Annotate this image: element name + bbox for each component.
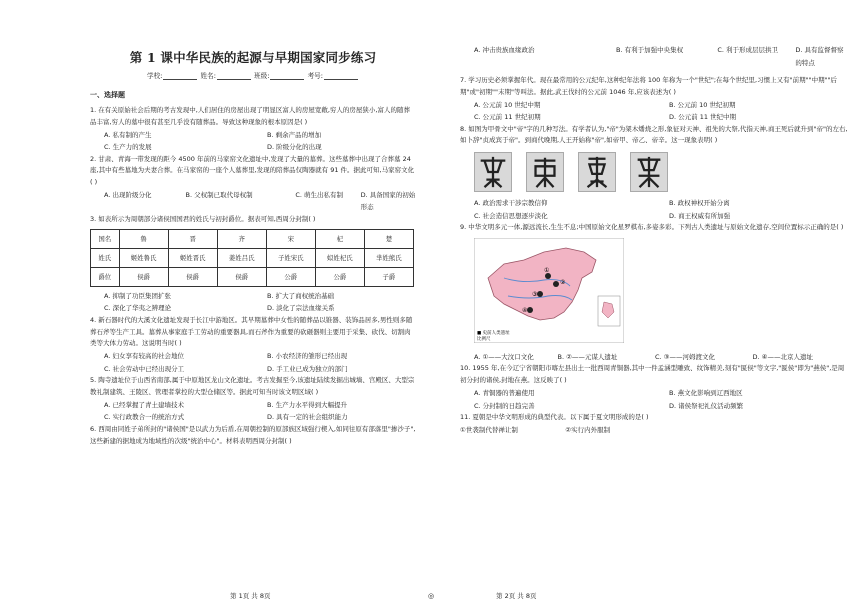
name-field-label: 姓名: bbox=[200, 72, 216, 80]
question-9-text: 9. 中华文明多元一体,源远流长,生生不息;中国原始文化星罗棋布,多姿多彩。下列古人类遗址与原始文化遗存,空间位置标示正确的是( ) bbox=[460, 223, 844, 232]
oracle-character-image-4 bbox=[630, 152, 668, 192]
name-blank bbox=[217, 73, 251, 80]
right-page-footer: 第 2页 共 8页 bbox=[496, 592, 537, 600]
question-6-options bbox=[460, 44, 850, 69]
table-cell: 侯爵 bbox=[168, 267, 217, 286]
question-11-options bbox=[460, 424, 850, 437]
table-cell: 子爵 bbox=[364, 267, 413, 286]
q3-option-c: C. 深化了华夷之辨理论 bbox=[104, 304, 172, 313]
q8-option-c: C. 社会造信思想逐步淡化 bbox=[474, 211, 548, 220]
oracle-bone-characters bbox=[474, 152, 850, 192]
china-map-figure bbox=[474, 238, 624, 343]
question-10-text: 10. 1955 年,在今辽宁省朝阳市喀左县出土一批西周青铜器,其中一件孟涵型雕致、纹饰精美,刻有"匽侯"等文字,"匽侯"即为"燕侯",是周初分封的诸侯,封地在燕。这反映了( ) bbox=[460, 364, 845, 385]
q5-option-d: D. 具有一定的社会组织能力 bbox=[267, 413, 348, 422]
table-cell: 侯爵 bbox=[217, 267, 266, 286]
map-label-3: ③ bbox=[532, 290, 538, 298]
table-cell: 侯爵 bbox=[119, 267, 168, 286]
question-2-options bbox=[90, 189, 416, 214]
table-cell: 姜姓吕氏 bbox=[217, 248, 266, 267]
table-cell: 姒姓杞氏 bbox=[315, 248, 364, 267]
q9-option-a: A. ①——大汶口文化 bbox=[474, 352, 534, 361]
table-cell: 杞 bbox=[315, 229, 364, 248]
q4-option-d: D. 手工业已成为独立的部门 bbox=[267, 364, 348, 373]
q10-option-a: A. 青铜器的普遍使用 bbox=[474, 389, 535, 398]
table-cell: 姬姓鲁氏 bbox=[119, 248, 168, 267]
table-cell: 爵位 bbox=[91, 267, 120, 286]
class-field-label: 班级: bbox=[254, 72, 270, 80]
q3-option-d: D. 淡化了宗法血缘关系 bbox=[267, 304, 335, 313]
q3-option-b: B. 扩大了商权统治基础 bbox=[267, 291, 335, 300]
question-3-text: 3. 如表所示为周朝部分诸侯国国君的姓氏与初封爵位。据表可知,西周分封制( ) bbox=[90, 214, 316, 223]
q9-option-d: D. ④——北京人遗址 bbox=[752, 352, 813, 361]
q7-option-c: C. 公元前 11 世纪初期 bbox=[474, 113, 541, 122]
q8-option-d: D. 商王权威有所加强 bbox=[669, 211, 731, 220]
oracle-character-image-1 bbox=[474, 152, 512, 192]
table-cell: 姓氏 bbox=[91, 248, 120, 267]
map-label-4: ④ bbox=[522, 306, 528, 314]
table-cell: 子姓宋氏 bbox=[266, 248, 315, 267]
oracle-character-image-2 bbox=[526, 152, 564, 192]
school-blank bbox=[163, 73, 197, 80]
question-1-text: 1. 在有关原始社会后期的考古发现中,人们居住的房屋出现了明显区富人的房屋宽敞,穷人的房屋狭小,富人的随葬品丰富,穷人的墓中很有甚至几乎没有随葬品。导致这种现象的根本原因是( ) bbox=[90, 106, 410, 126]
question-9-options bbox=[460, 351, 850, 364]
question-2-text: 2. 甘肃、青海一带发现的距今 4500 年前的马家窑文化遗址中,发现了大量的墓葬。这些墓葬中出现了合葬墓 24 座,其中有些墓地为夫妻合葬。在马家窑的一座个人墓葬里,发现的陪葬品仅陶器就有 91 件。据此可知,马家窑文化( ) bbox=[90, 154, 415, 187]
q1-option-d: D. 阶级分化的出现 bbox=[267, 143, 322, 152]
q5-option-b: B. 生产力水平得到大幅提升 bbox=[267, 400, 348, 409]
q1-option-c: C. 生产力的发展 bbox=[104, 143, 152, 152]
q7-option-b: B. 公元前 10 世纪初期 bbox=[669, 100, 736, 109]
table-cell: 楚 bbox=[364, 229, 413, 248]
q11-statement-2: ②实行内外服制 bbox=[565, 425, 611, 434]
map-label-2: ② bbox=[560, 278, 566, 286]
q8-option-a: A. 政治需求干涉宗教信仰 bbox=[474, 199, 548, 208]
q6-option-b: B. 有利于加强中央集权 bbox=[616, 46, 684, 54]
q5-option-c: C. 实行政教合一的统治方式 bbox=[104, 413, 185, 422]
exam-number-field-label: 考号: bbox=[307, 72, 323, 80]
q10-option-d: D. 诸侯祭祀礼仪活动频繁 bbox=[669, 401, 744, 410]
q4-option-b: B. 小农经济的雏形已经出现 bbox=[267, 352, 348, 361]
question-10-options bbox=[460, 387, 850, 412]
q10-option-b: B. 燕文化影响到辽西地区 bbox=[669, 389, 743, 398]
question-1-options bbox=[90, 129, 416, 154]
table-cell: 齐 bbox=[217, 229, 266, 248]
q2-option-a: A. 出现阶级分化 bbox=[104, 190, 152, 199]
q4-option-c: C. 社会劳动中已经出现分工 bbox=[104, 364, 185, 373]
table-row bbox=[91, 229, 414, 248]
q4-option-a: A. 妇女享有较高的社会地位 bbox=[104, 352, 184, 361]
map-legend: ■ 史前人类遗址 bbox=[477, 330, 510, 336]
q3-option-a: A. 抑制了功臣集团扩张 bbox=[104, 291, 171, 300]
q1-option-b: B. 剩余产品的增加 bbox=[267, 130, 322, 139]
table-cell: 鲁 bbox=[119, 229, 168, 248]
question-11-text: 11. 夏朝是中华文明形成的典型代表。以下属于夏文明形成的是( ) bbox=[460, 413, 649, 422]
q7-option-d: D. 公元前 11 世纪中期 bbox=[669, 113, 737, 122]
question-5-options bbox=[90, 399, 416, 424]
q1-option-a: A. 私有制的产生 bbox=[104, 130, 152, 139]
table-cell: 宋 bbox=[266, 229, 315, 248]
q11-statement-1: ①世袭制代替禅让制 bbox=[460, 425, 518, 434]
q5-option-a: A. 已经掌握了青土建墙技术 bbox=[104, 400, 184, 409]
school-field-label: 学校: bbox=[146, 72, 163, 80]
question-8-options bbox=[460, 197, 850, 222]
map-label-1: ① bbox=[544, 266, 550, 274]
q6-option-c: C. 利于形成层层拱卫 bbox=[717, 46, 779, 54]
map-scale-label: 比例尺 bbox=[477, 336, 491, 342]
question-8-text: 8. 如图为甲骨文中"帝"字的几种写法。有学者认为,"帝"为架木燔烧之形,象征对天神、祖先的大祭,代指天神,商王死后就升到"帝"的左右,如卜辞"贞成宾于帝"。到商代晚期,人王开始称"帝",如帝甲、帝乙、帝辛。这一现象表明( ) bbox=[460, 124, 848, 145]
map-marker-3 bbox=[537, 291, 543, 297]
left-page-footer: 第 1页 共 8页 bbox=[230, 592, 271, 600]
table-cell: 国名 bbox=[91, 229, 120, 248]
q2-option-c: C. 萌生出私有制 bbox=[295, 190, 344, 199]
oracle-character-image-3 bbox=[578, 152, 616, 192]
q2-option-d: D. 具备国家的初始形态 bbox=[360, 190, 416, 212]
q9-option-c: C. ③——河姆渡文化 bbox=[655, 352, 715, 361]
q9-option-b: B. ②——元谋人遗址 bbox=[557, 352, 618, 361]
feudal-states-table bbox=[90, 229, 414, 287]
table-cell: 芈姓熊氏 bbox=[364, 248, 413, 267]
section-heading: 一、选择题 bbox=[90, 91, 125, 99]
table-row bbox=[91, 248, 414, 267]
q2-option-b: B. 父权制已取代母权制 bbox=[185, 190, 253, 199]
q6-option-d: D. 具有监督督察的特点 bbox=[795, 46, 844, 67]
class-blank bbox=[270, 73, 304, 80]
table-cell: 晋 bbox=[168, 229, 217, 248]
student-info-line bbox=[90, 70, 416, 80]
question-7-options bbox=[460, 99, 850, 124]
question-3-options bbox=[90, 290, 416, 315]
map-marker-2 bbox=[553, 281, 559, 287]
table-row bbox=[91, 267, 414, 286]
document-title: 第 1 课中华民族的起源与早期国家同步练习 bbox=[129, 50, 377, 65]
table-cell: 公爵 bbox=[266, 267, 315, 286]
question-7-text: 7. 学习历史必须掌握年代。现在最常用的公元纪年,这种纪年法将 100 年称为一个"世纪";在每个世纪里,习惯上又有"前期""中期""后期"或"初期""末期"等叫法。据此,武王伐纣的公元前 1046 年,应该表述为( ) bbox=[460, 76, 838, 96]
q7-option-a: A. 公元前 10 世纪中期 bbox=[474, 100, 541, 109]
table-cell: 姬姓晋氏 bbox=[168, 248, 217, 267]
table-cell: 公爵 bbox=[315, 267, 364, 286]
page-center-mark: ◎ bbox=[428, 592, 435, 600]
question-6-text: 6. 西周由同姓子弟所封的"诸侯国"是以武力为后盾,在周朝控制的原部族区域强行楔入,如同往原有部落里"掺沙子",这些新建的据地成为地域性的次级"统治中心"。材料表明西周分封制( ) bbox=[90, 424, 416, 445]
map-marker-4 bbox=[527, 307, 533, 313]
q10-option-c: C. 分封制的日趋完善 bbox=[474, 401, 535, 410]
question-5-text: 5. 陶寺遗址位于山西省南部,属于中原地区龙山文化遗址。考古发掘至今,该遗址陆续发掘出城墙、宫殿区、大型宗教礼制建筑、王陵区、管理者掌控的大型仓储区等。据此可知当时该文明区域( ) bbox=[90, 376, 415, 396]
exam-number-blank bbox=[324, 73, 358, 80]
question-4-options bbox=[90, 350, 416, 375]
q6-option-a: A. 冲击贵族血缘政治 bbox=[474, 46, 535, 54]
right-page bbox=[430, 0, 860, 608]
q8-option-b: B. 政权神权开始分离 bbox=[669, 199, 730, 208]
question-4-text: 4. 新石器时代的大溪文化遗址发现于长江中游地区。其早期墓葬中女性的随葬品以锥器、装饰品居多,男性则多随葬石斧等生产工具。墓葬从事家庭手工劳动的重要器具,而石斧作为重要的砍砸器则主要用于采集、砍伐、切割肉类等大体力劳动。这说明当时( ) bbox=[90, 315, 413, 348]
